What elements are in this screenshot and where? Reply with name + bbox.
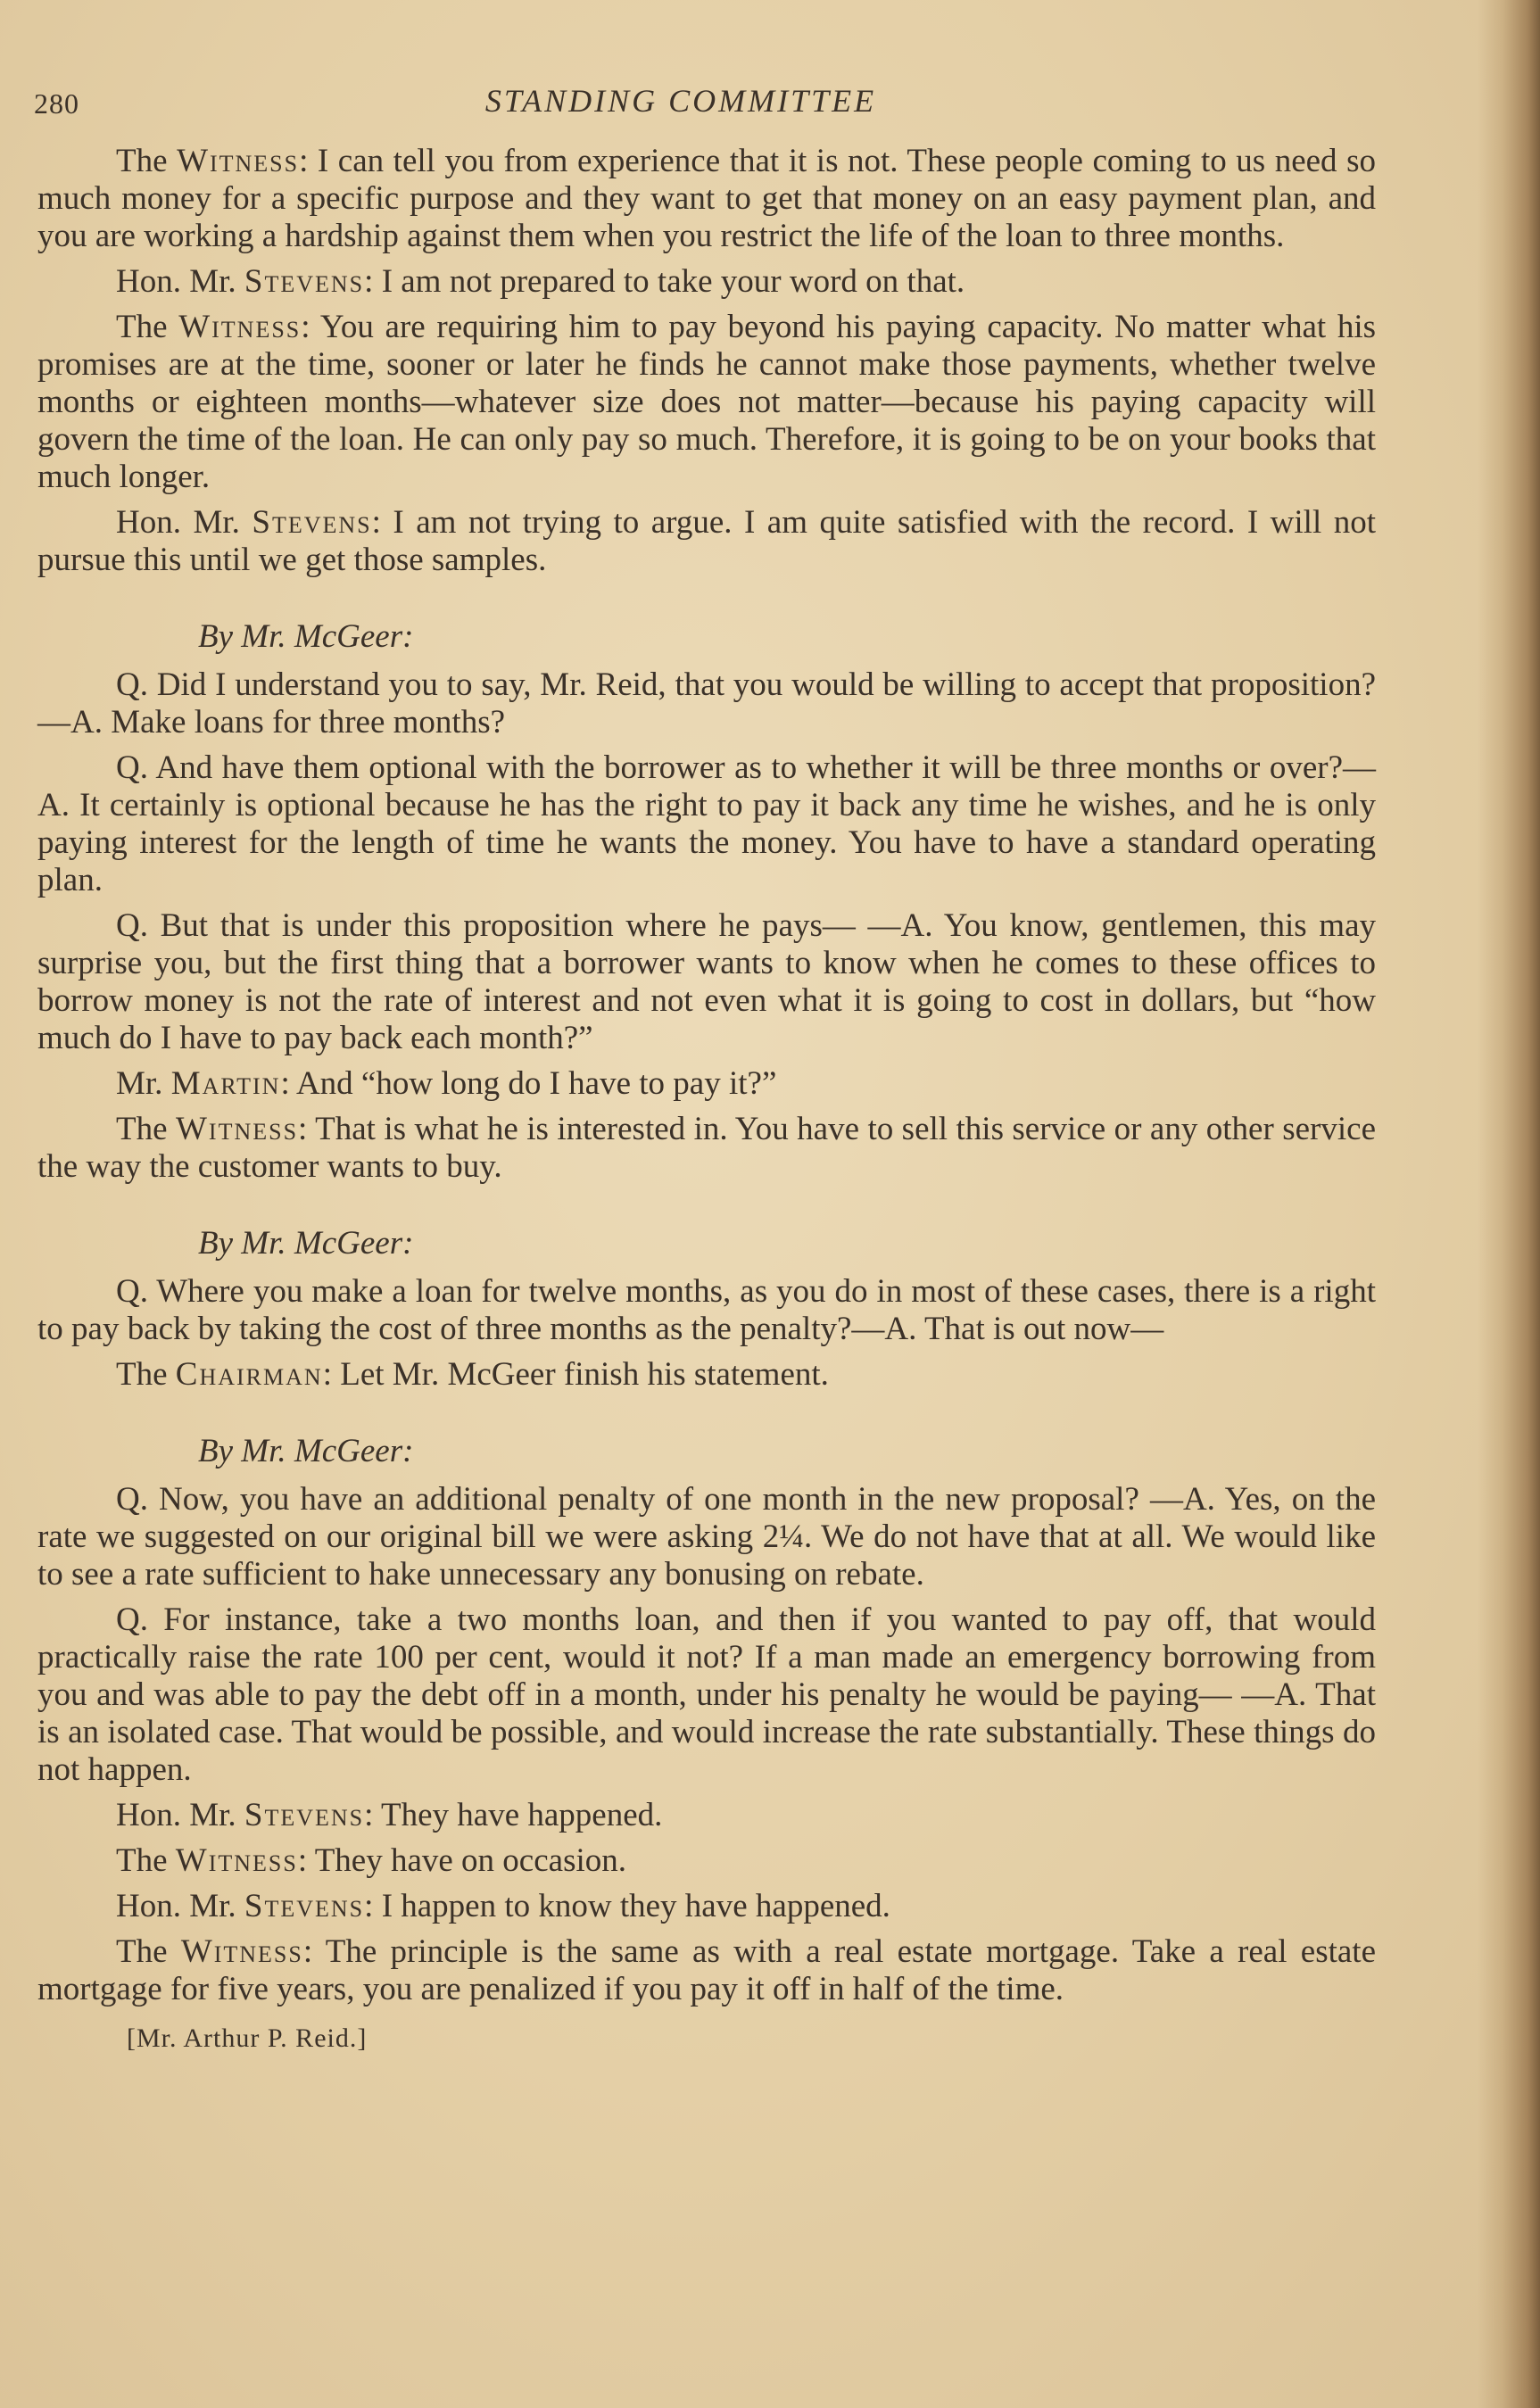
paragraph: The Witness: That is what he is interested in. You have to sell this service or any other service the way the customer wants to buy. [37,1111,1376,1185]
speaker-name: Witness [177,143,300,179]
page-number: 280 [34,87,79,120]
speaker-name: Stevens [244,1888,365,1924]
examiner-heading: By Mr. McGeer: [198,1433,414,1469]
question-paragraph: Q. For instance, take a two months loan, and then if you wanted to pay off, that would practically raise the rate 100 per cent, would it not? If a man made an emergency borrowing from you and was able to pay the debt off in a month, under his penalty he would be paying— —A. That is an isolated case. That would be possible, and would increase the rate substantially. These things do not happen. [37,1601,1376,1788]
paragraph: The Witness: They have on occasion. [116,1842,627,1879]
speaker-name: Witness [175,1111,299,1147]
question-paragraph: Q. Now, you have an additional penalty of one month in the new proposal? —A. Yes, on the rate we suggested on our original bill we were asking 2¼. We do not have that at all. We would like to see a rate sufficient to hake unnecessary any bonusing on rebate. [37,1481,1376,1593]
book-spine-shadow [1478,0,1540,2408]
paragraph: The Chairman: Let Mr. McGeer finish his statement. [116,1356,829,1393]
speaker-name: Martin [170,1065,281,1102]
witness-footnote: [Mr. Arthur P. Reid.] [127,2023,368,2053]
question-paragraph: Q. And have them optional with the borrower as to whether it will be three months or over?—A. It certainly is optional because he has the right to pay it back any time he wishes, and he is only paying interest for the length of time he wants the money. You have to have a standard operating plan. [37,749,1376,898]
paragraph: Hon. Mr. Stevens: They have happened. [116,1797,663,1833]
paragraph: The Witness: The principle is the same as with a real estate mortgage. Take a real estate mortgage for five years, you are penalized if you pay it off in half of the time. [37,1933,1376,2007]
examiner-heading: By Mr. McGeer: [198,1225,414,1262]
examiner-heading: By Mr. McGeer: [198,618,414,655]
speaker-name: Stevens [244,263,365,300]
speaker-name: Witness [175,1842,298,1879]
paragraph: Hon. Mr. Stevens: I am not prepared to take your word on that. [116,263,965,300]
page-body [37,143,1376,2056]
paragraph: The Witness: I can tell you from experience that it is not. These people coming to us need so much money for a specific purpose and they want to get that money on an easy payment plan, and you are working a hardship against them when you restrict the life of the loan to three months. [37,143,1376,254]
speaker-name: Witness [178,309,302,345]
paragraph: Hon. Mr. Stevens: I happen to know they have happened. [116,1888,890,1924]
speaker-name: Witness [180,1933,303,1970]
paragraph: The Witness: You are requiring him to pay beyond his paying capacity. No matter what his promises are at the time, sooner or later he finds he cannot make those payments, whether twelve months or eighteen months—whatever size does not matter—because his paying capacity will govern the time of the loan. He can only pay so much. Therefore, it is going to be on your books that much longer. [37,309,1377,495]
paragraph: Mr. Martin: And “how long do I have to pay it?” [116,1065,777,1102]
speaker-name: Chairman [175,1356,323,1393]
paragraph: Hon. Mr. Stevens: I am not trying to argue. I am quite satisfied with the record. I will not pursue this until we get those samples. [37,504,1377,578]
question-paragraph: Q. Where you make a loan for twelve months, as you do in most of these cases, there is a right to pay back by taking the cost of three months as the penalty?—A. That is out now— [37,1273,1376,1347]
speaker-name: Stevens [244,1797,365,1833]
speaker-name: Stevens [252,504,372,541]
running-head: STANDING COMMITTEE [484,83,877,119]
question-paragraph: Q. Did I understand you to say, Mr. Reid, that you would be willing to accept that proposition?—A. Make loans for three months? [37,666,1376,741]
question-paragraph: Q. But that is under this proposition where he pays— —A. You know, gentlemen, this may surprise you, but the first thing that a borrower wants to know when he comes to these offices to borrow money is not the rate of interest and not even what it is going to cost in dollars, but “how much do I have to pay back each month?” [37,907,1376,1056]
